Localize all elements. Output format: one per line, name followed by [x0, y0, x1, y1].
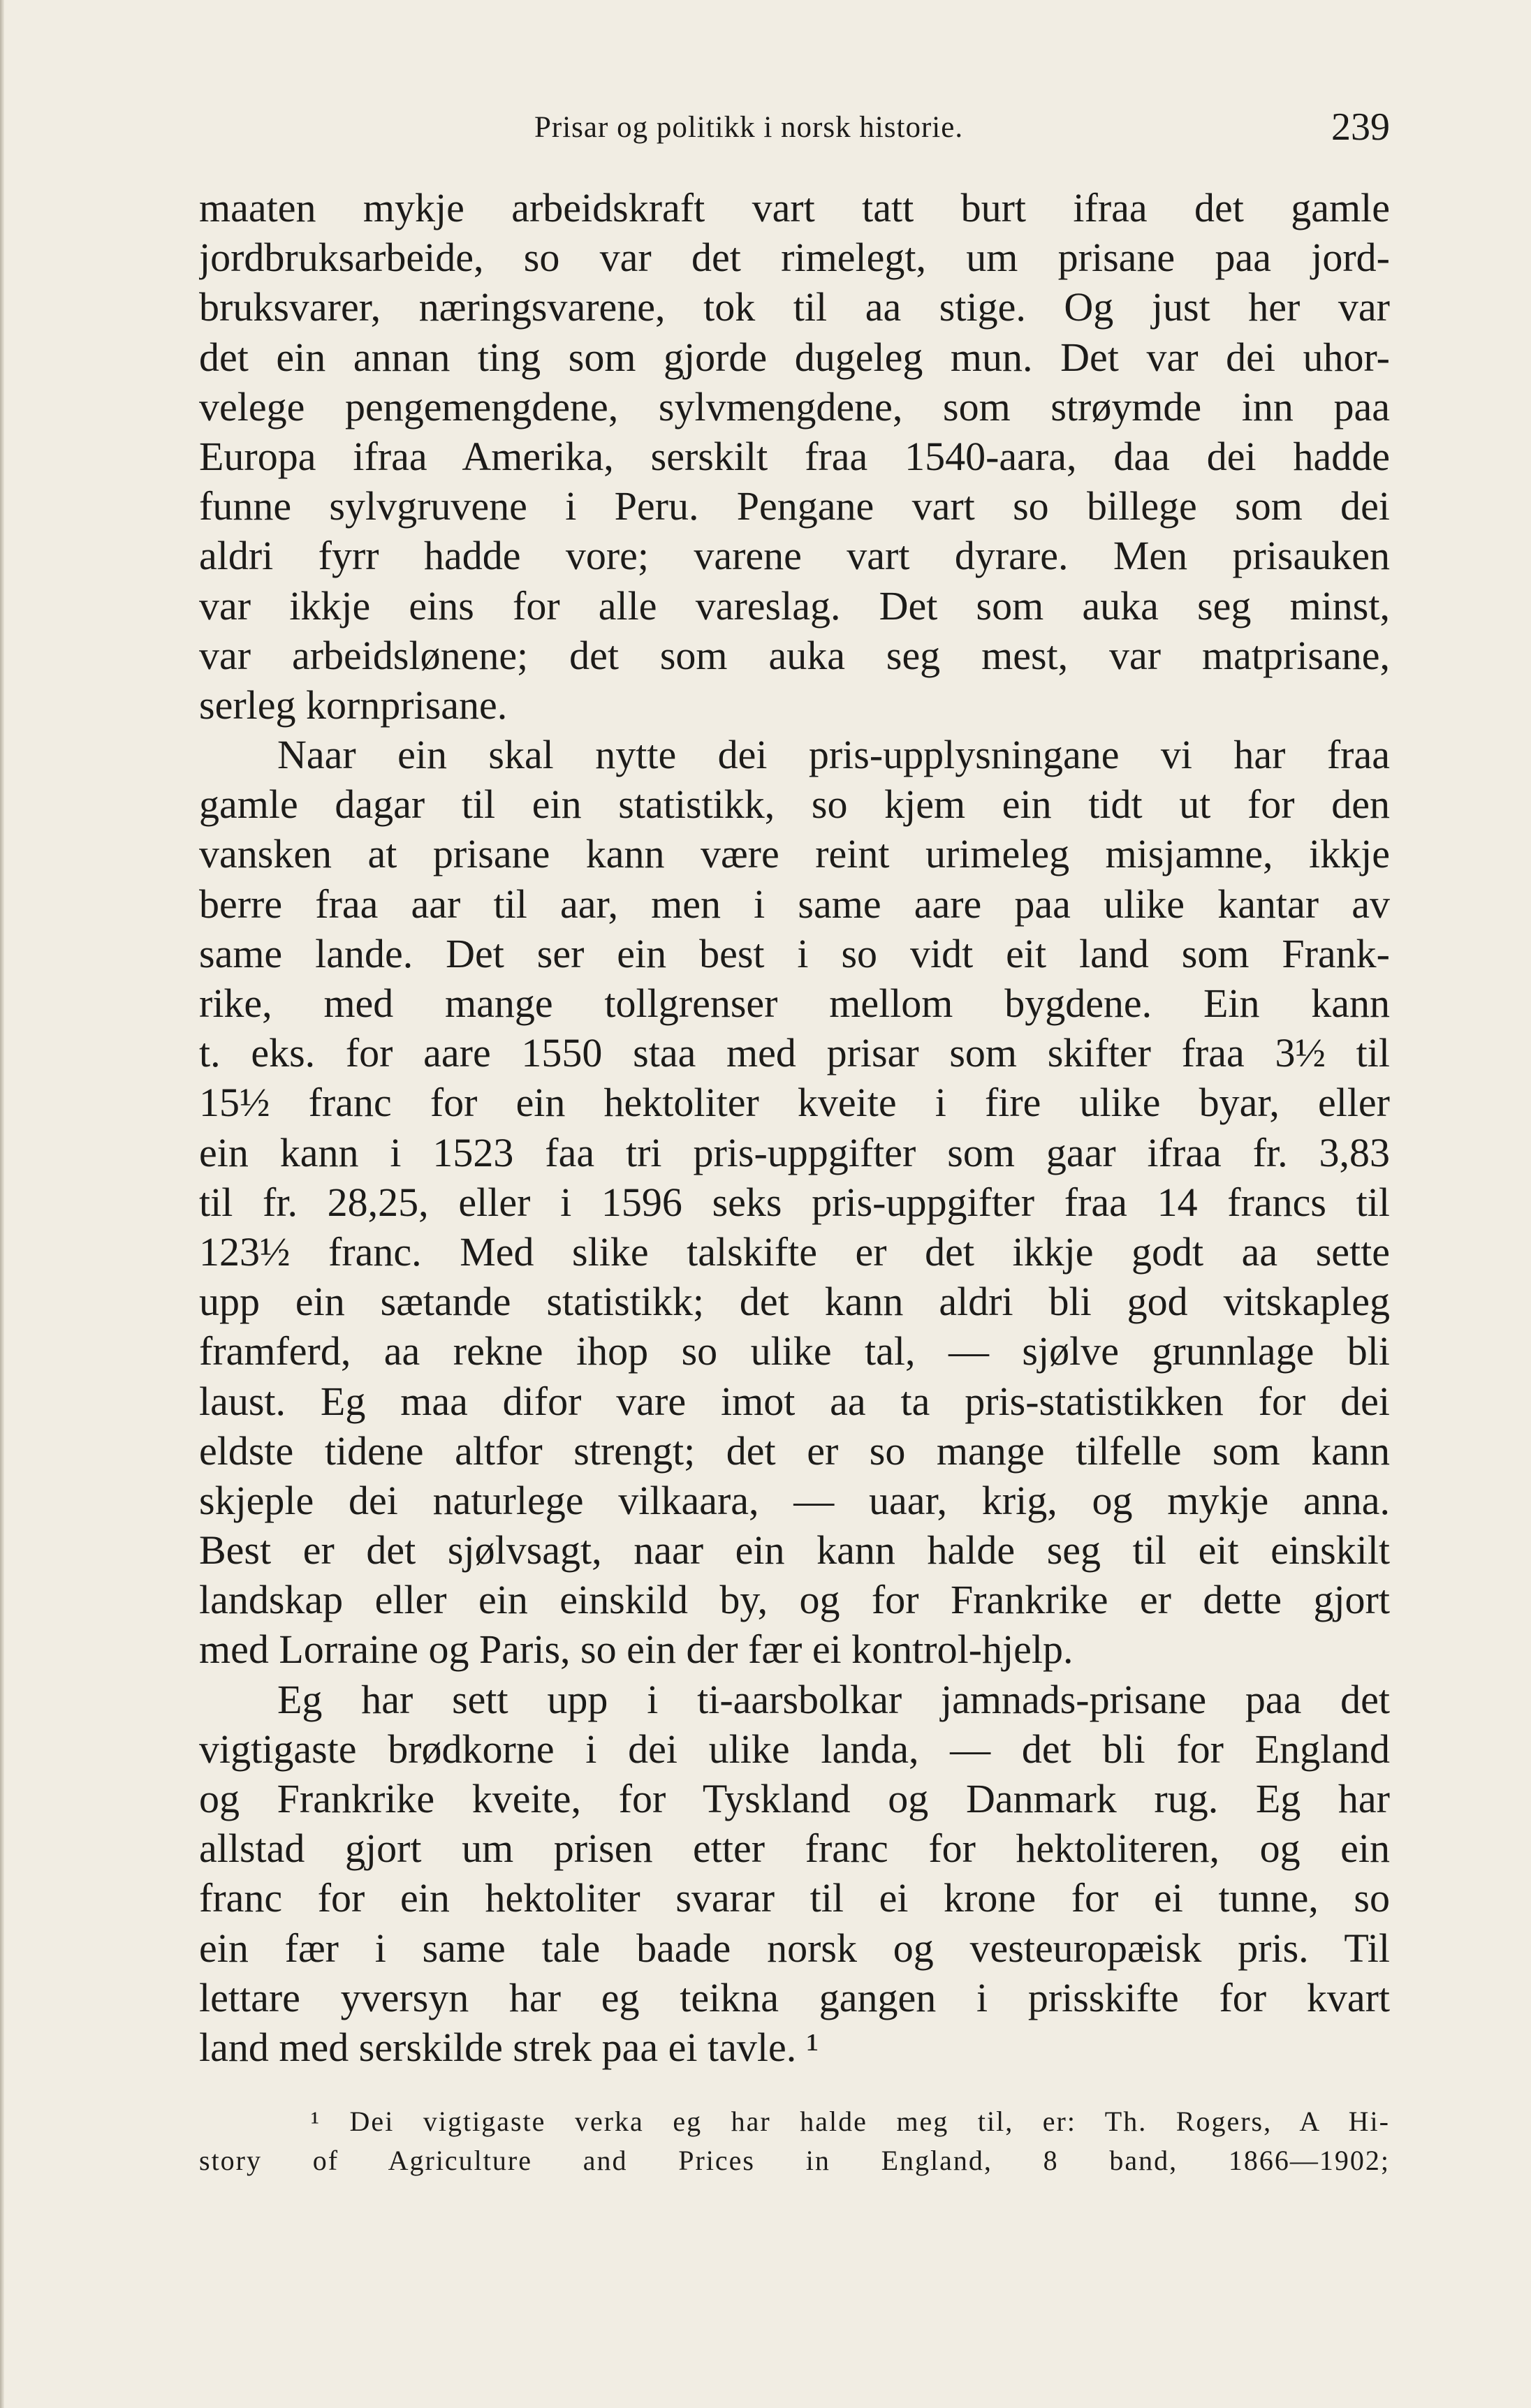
paragraph-1 [199, 183, 1390, 730]
footnote-line: story of Agriculture and Prices in England, 8 band, 1866—1902; [199, 2145, 1390, 2176]
text-line: allstad gjort um prisen etter franc for hektoliteren, og ein [199, 1826, 1390, 1872]
text-line: vigtigaste brødkorne i dei ulike landa, — det bli for England [199, 1726, 1390, 1772]
text-line: Best er det sjølvsagt, naar ein kann halde seg til eit einskilt [199, 1527, 1390, 1573]
text-line: til fr. 28,25, eller i 1596 seks pris-uppgifter fraa 14 francs til [199, 1179, 1390, 1225]
text-line: jordbruksarbeide, so var det rimelegt, um prisane paa jord- [199, 235, 1390, 281]
body-text [199, 183, 1390, 2072]
text-line: Naar ein skal nytte dei pris-upplysningane vi har fraa [277, 732, 1390, 778]
text-line: maaten mykje arbeidskraft vart tatt burt ifraa det gamle [199, 185, 1390, 230]
text-line: landskap eller ein einskild by, og for Frankrike er dette gjort [199, 1577, 1390, 1623]
text-line: bruksvarer, næringsvarene, tok til aa stige. Og just her var [199, 284, 1390, 330]
text-line: vansken at prisane kann være reint urimeleg misjamne, ikkje [199, 831, 1390, 877]
paragraph-3 [199, 1675, 1390, 2073]
text-line: framferd, aa rekne ihop so ulike tal, — sjølve grunnlage bli [199, 1328, 1390, 1374]
text-line: land med serskilde strek paa ei tavle. ¹ [199, 2024, 819, 2070]
footnotes [199, 2102, 1390, 2180]
page-number: 239 [1331, 105, 1390, 149]
text-line: upp ein sætande statistikk; det kann aldri bli god vitskapleg [199, 1279, 1390, 1325]
paragraph-2 [199, 730, 1390, 1675]
text-line: eldste tidene altfor strengt; det er so mange tilfelle som kann [199, 1427, 1390, 1474]
text-line: funne sylvgruvene i Peru. Pengane vart so billege som dei [199, 483, 1390, 529]
page-edge [0, 0, 4, 2408]
text-line: rike, med mange tollgrenser mellom bygdene. Ein kann [199, 981, 1390, 1026]
text-line: gamle dagar til ein statistikk, so kjem ein tidt ut for den [199, 781, 1390, 828]
text-line: Eg har sett upp i ti-aarsbolkar jamnads-prisane paa det [277, 1676, 1390, 1722]
text-line: laust. Eg maa difor vare imot aa ta pris-statistikken for dei [199, 1378, 1390, 1424]
text-line: skjeple dei naturlege vilkaara, — uaar, krig, og mykje anna. [199, 1477, 1390, 1523]
running-title: Prisar og politikk i norsk historie. [534, 111, 964, 144]
text-line: og Frankrike kveite, for Tyskland og Danmark rug. Eg har [199, 1776, 1390, 1821]
text-line: serleg kornprisane. [199, 682, 508, 728]
text-line: var arbeidslønene; det som auka seg mest, var matprisane, [199, 632, 1390, 678]
text-line: det ein annan ting som gjorde dugeleg mun. Det var dei uhor- [199, 334, 1390, 380]
text-line: med Lorraine og Paris, so ein der fær ei kontrol-hjelp. [199, 1627, 1074, 1673]
footnote-line: ¹ Dei vigtigaste verka eg har halde meg til, er: Th. Rogers, A Hi- [311, 2106, 1390, 2137]
text-line: Europa ifraa Amerika, serskilt fraa 1540-aara, daa dei hadde [199, 433, 1390, 479]
text-line: 123½ franc. Med slike talskifte er det ikkje godt aa sette [199, 1228, 1390, 1275]
text-line: same lande. Det ser ein best i so vidt eit land som Frank- [199, 930, 1390, 976]
text-line: ein kann i 1523 faa tri pris-uppgifter som gaar ifraa fr. 3,83 [199, 1129, 1390, 1175]
text-line: berre fraa aar til aar, men i same aare paa ulike kantar av [199, 881, 1390, 927]
text-line: t. eks. for aare 1550 staa med prisar som skifter fraa 3½ til [199, 1030, 1390, 1076]
text-line: lettare yversyn har eg teikna gangen i prisskifte for kvart [199, 1974, 1390, 2020]
text-line: velege pengemengdene, sylvmengdene, som strøymde inn paa [199, 383, 1390, 430]
page-header [199, 98, 1390, 161]
text-line: aldri fyrr hadde vore; varene vart dyrare. Men prisauken [199, 533, 1390, 579]
text-line: franc for ein hektoliter svarar til ei krone for ei tunne, so [199, 1875, 1390, 1921]
text-line: ein fær i same tale baade norsk og vesteuropæisk pris. Til [199, 1925, 1390, 1971]
text-line: var ikkje eins for alle vareslag. Det som auka seg minst, [199, 582, 1390, 629]
text-line: 15½ franc for ein hektoliter kveite i fire ulike byar, eller [199, 1080, 1390, 1126]
